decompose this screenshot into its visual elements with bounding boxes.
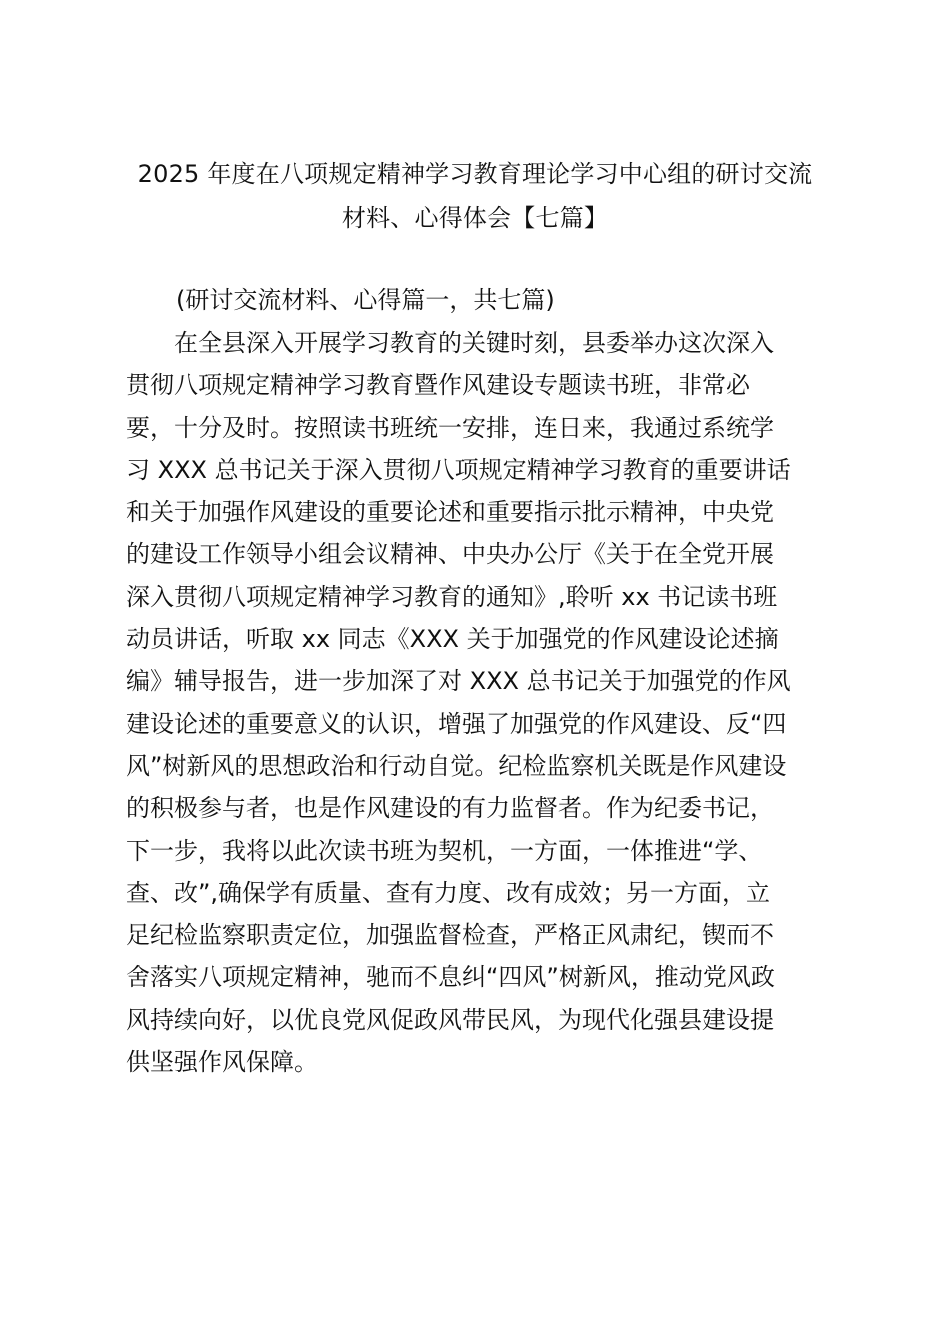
body-line: 的积极参与者，也是作风建设的有力监督者。作为纪委书记， xyxy=(126,794,774,823)
body-line: 足纪检监察职责定位，加强监督检查，严格正风肃纪，锲而不 xyxy=(126,921,774,950)
body-line: 查、改”,确保学有质量、查有力度、改有成效；另一方面，立 xyxy=(126,878,771,907)
document-title xyxy=(120,152,830,240)
body-line: 深入贯彻八项规定精神学习教育的通知》,聆听 xx 书记读书班 xyxy=(126,582,778,611)
body-line: 供坚强作风保障。 xyxy=(126,1048,318,1077)
title-line-2: 材料、心得体会【七篇】 xyxy=(341,204,609,232)
body-line: 要，十分及时。按照读书班统一安排，连日来，我通过系统学 xyxy=(126,413,774,442)
body-line: 风持续向好，以优良党风促政风带民风，为现代化强县建设提 xyxy=(126,1005,774,1034)
body-line: 建设论述的重要意义的认识，增强了加强党的作风建设、反“四 xyxy=(126,709,787,738)
document-subtitle: (研讨交流材料、心得篇一，共七篇) xyxy=(176,286,555,314)
body-line: 在全县深入开展学习教育的关键时刻，县委举办这次深入 xyxy=(126,329,774,357)
body-line: 习 XXX 总书记关于深入贯彻八项规定精神学习教育的重要讲话 xyxy=(126,455,791,484)
body-line: 和关于加强作风建设的重要论述和重要指示批示精神，中央党 xyxy=(126,498,774,527)
body-line: 风”树新风的思想政治和行动自觉。纪检监察机关既是作风建设 xyxy=(126,751,787,780)
body-line: 的建设工作领导小组会议精神、中央办公厅《关于在全党开展 xyxy=(126,540,774,569)
body-paragraph xyxy=(126,322,838,1083)
body-line: 下一步，我将以此次读书班为契机，一方面，一体推进“学、 xyxy=(126,836,763,865)
body-line: 舍落实八项规定精神，驰而不息纠“四风”树新风，推动党风政 xyxy=(126,963,775,992)
body-line: 编》辅导报告，进一步加深了对 XXX 总书记关于加强党的作风 xyxy=(126,667,791,696)
body-line: 动员讲话，听取 xx 同志《XXX 关于加强党的作风建设论述摘 xyxy=(126,625,779,654)
body-line: 贯彻八项规定精神学习教育暨作风建设专题读书班，非常必 xyxy=(126,371,750,400)
title-line-1: 2025 年度在八项规定精神学习教育理论学习中心组的研讨交流 xyxy=(137,160,813,188)
